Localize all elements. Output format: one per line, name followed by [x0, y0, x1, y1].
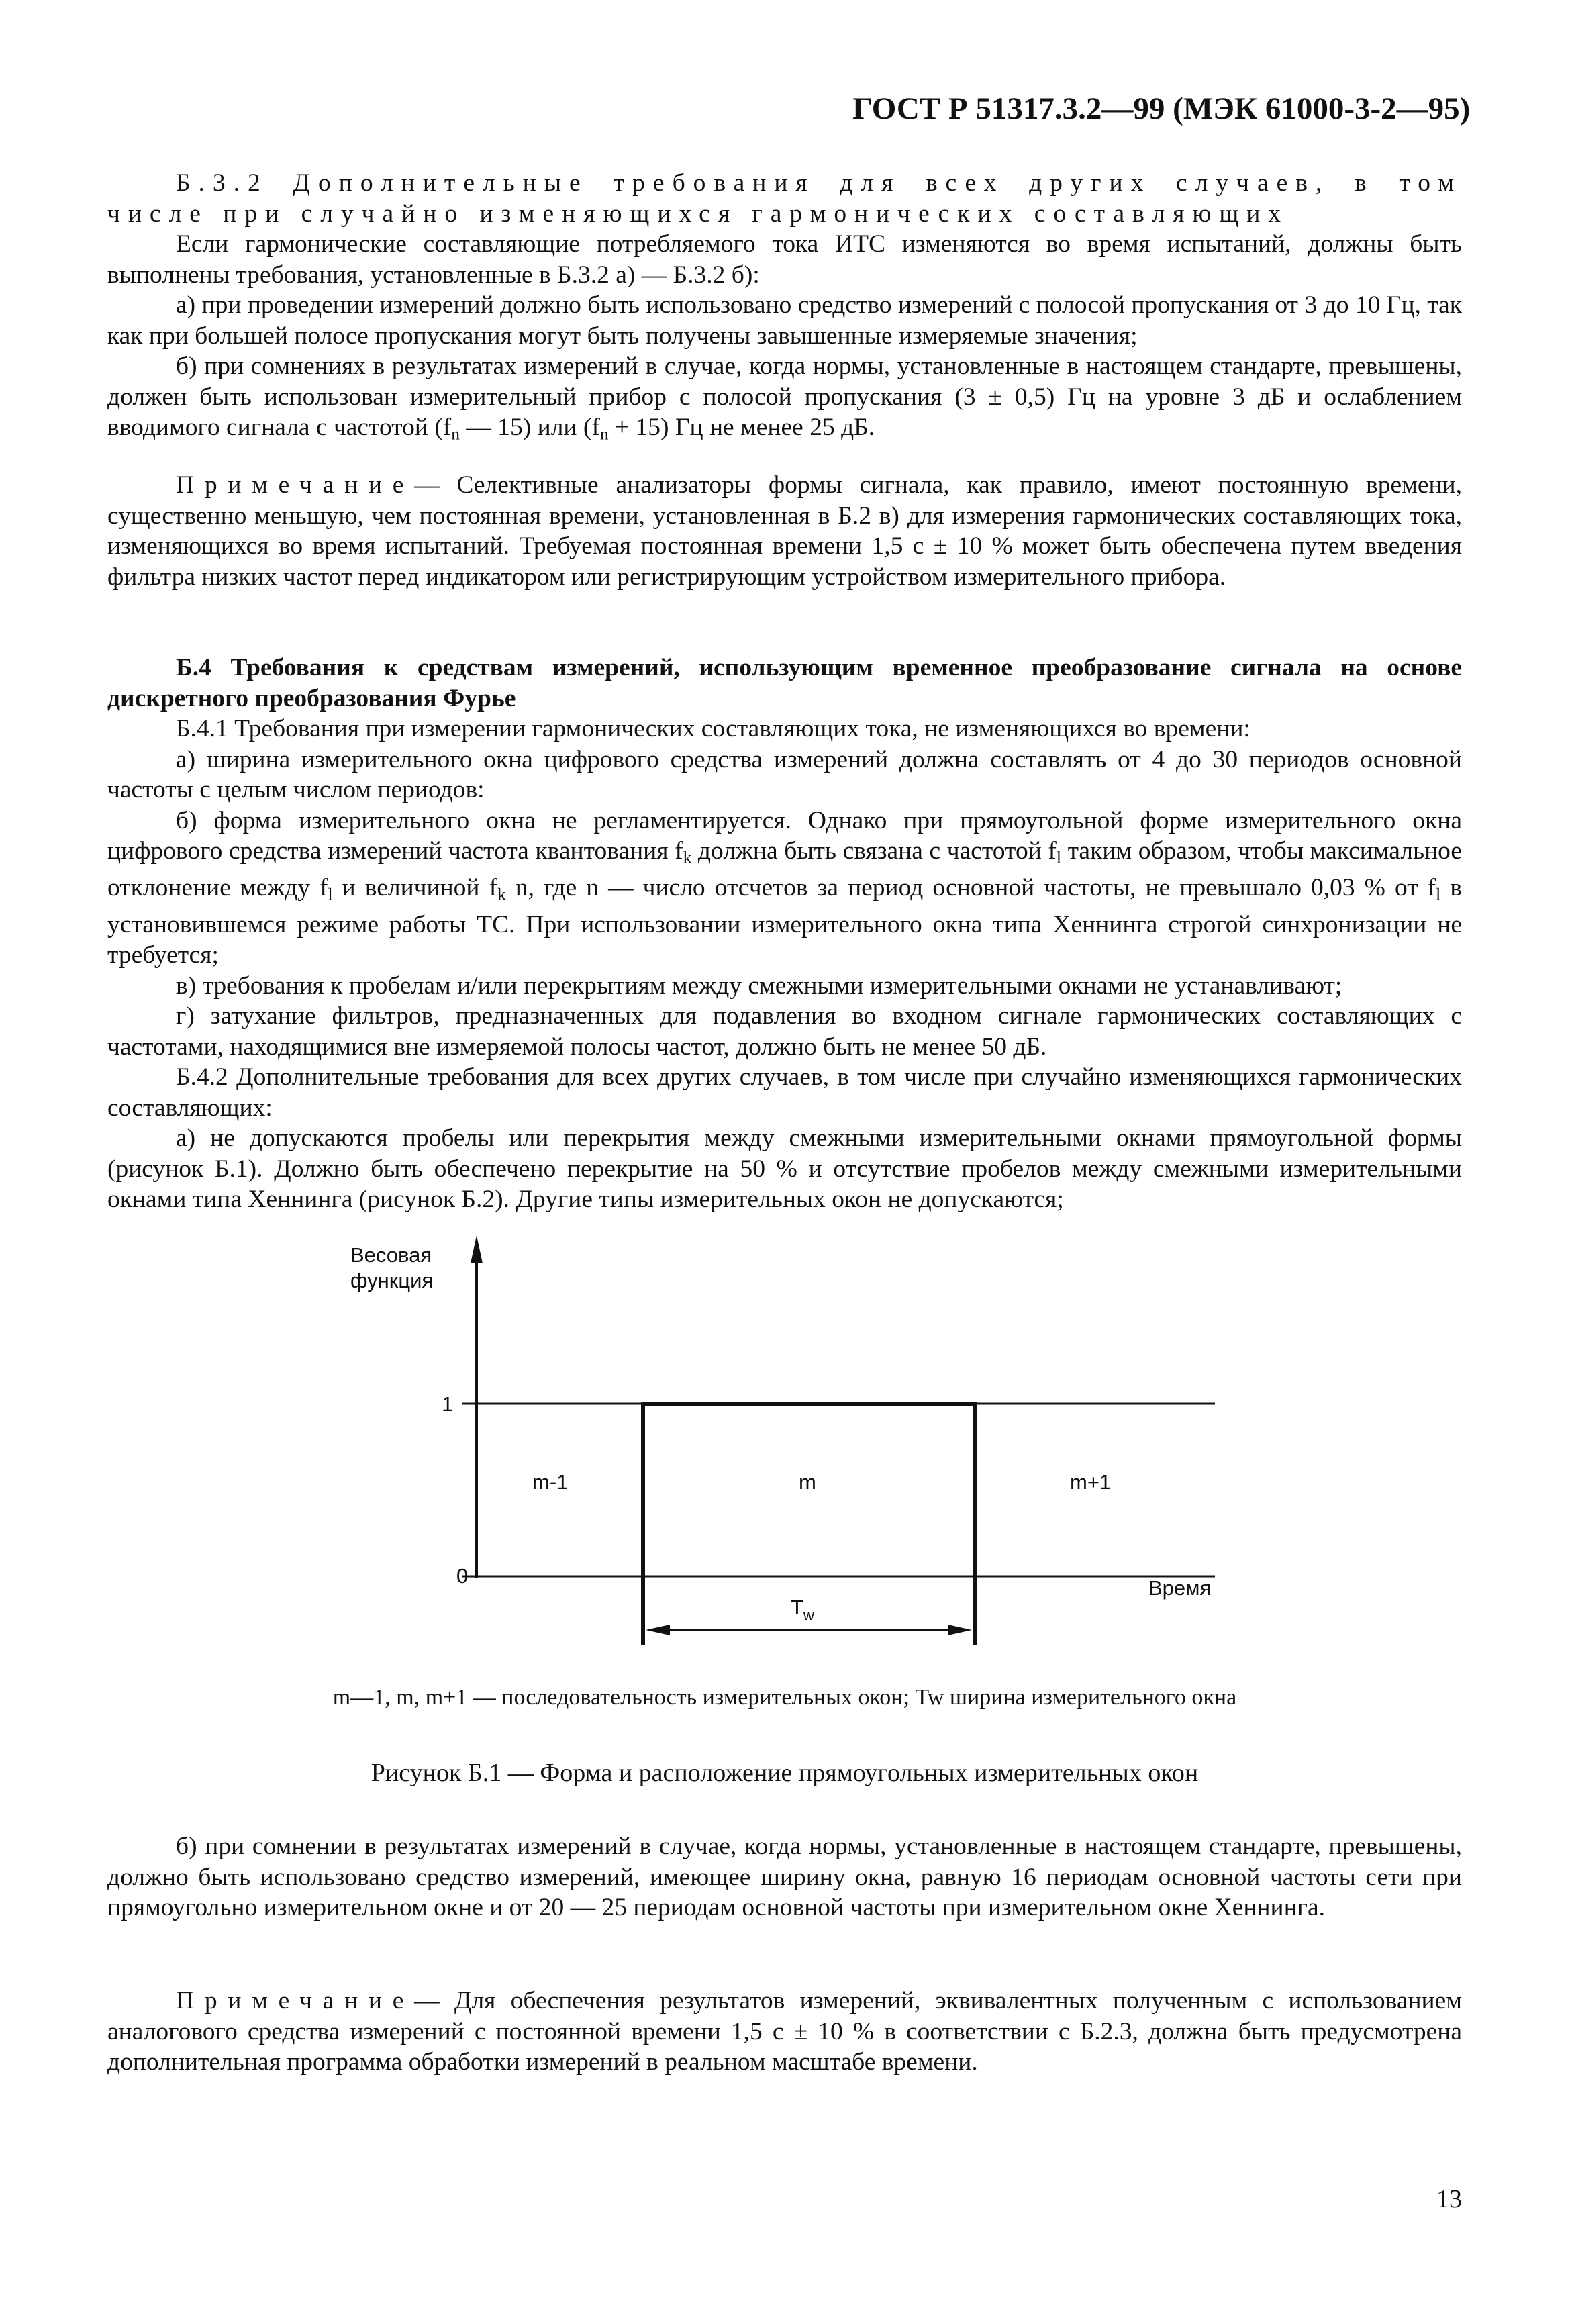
section-b4-title: Б.4 Требования к средствам измерений, использующим временное преобразование сигнала на основе дискретного преобразования Фурье: [107, 654, 1462, 712]
b41-b-t5: n, где n — число отсчетов за период основной частоты, не превышало 0,03 % от f: [505, 873, 1436, 902]
section-b32-item-a: а) при проведении измерений должно быть использовано средство измерений с полосой пропускания от 3 до 10 Гц, так как при большей полосе пропускания могут быть получены завышенные измеряемые значения;: [107, 291, 1462, 350]
y-label-line2: функция: [350, 1269, 434, 1292]
b41-b-s4: k: [497, 884, 506, 904]
b41-b-t4: и величиной f: [332, 873, 498, 902]
b32-b-text-2: — 15) или (f: [460, 414, 600, 441]
tw-arrow-left: [646, 1625, 670, 1635]
section-b42-item-b-block: [107, 1831, 1462, 1923]
note-2-text: — Для обеспечения результатов измерений, эквивалентных полученным с использованием аналогового средства измерений с постоянной времени 1,5 с ± 10 % в соответствии с Б.2.3, должна быть предусмотрена дополнительная программа обработки измерений в реальном масштабе времени.: [107, 1987, 1462, 2076]
note-2-label: Примечание: [176, 1987, 415, 2015]
b41-b-s1: k: [683, 847, 692, 867]
tw-sub: w: [803, 1607, 814, 1624]
b32-b-text-1: б) при сомнениях в результатах измерений в случае, когда нормы, установленные в настоящем стандарте, превышены, должен быть использован измерительный прибор с полосой пропускания (3 ± 0,5) Гц на уровне 3 дБ и ослаблением вводимого сигнала с частотой (f: [107, 352, 1462, 441]
tick-0-label: 0: [456, 1564, 469, 1588]
section-b42-item-a: а) не допускаются пробелы или перекрытия между смежными измерительными окнами прямоугольной формы (рисунок Б.1). Должно быть обеспечено перекрытие на 50 % и отсутствие пробелов между смежными измерительными окнами типа Хеннинга (рисунок Б.2). Другие типы измерительных окон не допускаются;: [107, 1124, 1462, 1214]
note-2-paragraph: [107, 1986, 1462, 2078]
y-axis-arrow: [471, 1235, 483, 1263]
section-b41-item-v: в) требования к пробелам и/или перекрытиям между смежными измерительными окнами не устанавливают;: [176, 971, 1342, 1000]
page-number: 13: [1436, 2185, 1462, 2213]
b41-b-t6: в установившемся режиме работы ТС. При использовании измерительного окна типа Хеннинга строгой синхронизации не требуется;: [107, 873, 1462, 969]
b41-b-t3: таким образом, чтобы максимальное отклонение между f: [107, 837, 1462, 902]
b41-b-s5: l: [1436, 884, 1441, 904]
window-m-plus-1-label: m+1: [1070, 1470, 1112, 1494]
b41-b-t2: должна быть связана с частотой f: [691, 837, 1057, 865]
document-header: ГОСТ Р 51317.3.2—99 (МЭК 61000-3-2—95): [852, 91, 1471, 126]
b32-b-sub-2: n: [599, 424, 609, 444]
tick-1-label: 1: [442, 1392, 454, 1416]
tw-arrow-right: [948, 1625, 972, 1635]
b41-b-s3: l: [328, 884, 333, 904]
figure-legend: m—1, m, m+1 — последовательность измерительных окон; Tw ширина измерительного окна: [332, 1685, 1237, 1710]
note-2: [107, 1986, 1462, 2078]
y-label-line1: Весовая: [350, 1243, 432, 1267]
note-1-text: — Селективные анализаторы формы сигнала, как правило, имеют постоянную времени, существенно меньшую, чем постоянная времени, установленная в Б.2 в) для измерения гармонических составляющих тока, изменяющихся во время испытаний. Требуемая постоянная времени 1,5 с ± 10 % может быть обеспечена путем введения фильтра низких частот перед индикатором или регистрирующим устройством измерительного прибора.: [107, 471, 1462, 591]
b32-b-sub-1: n: [451, 424, 460, 444]
b32-b-text-3: + 15) Гц не менее 25 дБ.: [608, 414, 875, 441]
section-b41: Б.4.1 Требования при измерении гармонических составляющих тока, не изменяющихся во времени:: [176, 715, 1250, 742]
section-b42-item-b: б) при сомнении в результатах измерений в случае, когда нормы, установленные в настоящем стандарте, превышены, должно быть использовано средство измерений, имеющее ширину окна, равную 16 периодам основной частоты сети при прямоугольно измерительном окне и от 20 — 25 периодам основной частоты при измерительном окне Хеннинга.: [107, 1833, 1462, 1921]
window-m-label: m: [799, 1470, 816, 1494]
tw-main: T: [791, 1596, 803, 1619]
section-b42: Б.4.2 Дополнительные требования для всех других случаев, в том числе при случайно изменяющихся гармонических составляющих:: [107, 1063, 1462, 1122]
section-b41-item-g: г) затухание фильтров, предназначенных для подавления во входном сигнале гармонических составляющих с частотами, находящимися вне измеряемой полосы частот, должно быть не менее 50 дБ.: [107, 1002, 1462, 1061]
figure-caption: Рисунок Б.1 — Форма и расположение прямоугольных измерительных окон: [371, 1759, 1199, 1787]
section-b41-item-a: а) ширина измерительного окна цифрового средства измерений должна составлять от 4 до 30 периодов основной частоты с целым числом периодов:: [107, 745, 1462, 804]
section-b32-intro: Если гармонические составляющие потребляемого тока ИТС изменяются во время испытаний, должны быть выполнены требования, установленные в Б.3.2 а) — Б.3.2 б):: [107, 230, 1462, 289]
window-m-minus-1-label: m-1: [532, 1470, 569, 1494]
section-b32-title-text: Б.3.2 Дополнительные требования для всех других случаев, в том числе при случайно изменяющихся гармонических составляющих: [107, 169, 1462, 228]
note-1-label: Примечание: [176, 471, 415, 499]
tw-label: [791, 1596, 814, 1624]
b41-b-s2: l: [1056, 847, 1061, 867]
b41-b-t1: б) форма измерительного окна не регламентируется. Однако при прямоугольной форме измерительного окна цифрового средства измерений частота квантования f: [107, 806, 1462, 865]
x-axis-label: Время: [1148, 1576, 1212, 1600]
